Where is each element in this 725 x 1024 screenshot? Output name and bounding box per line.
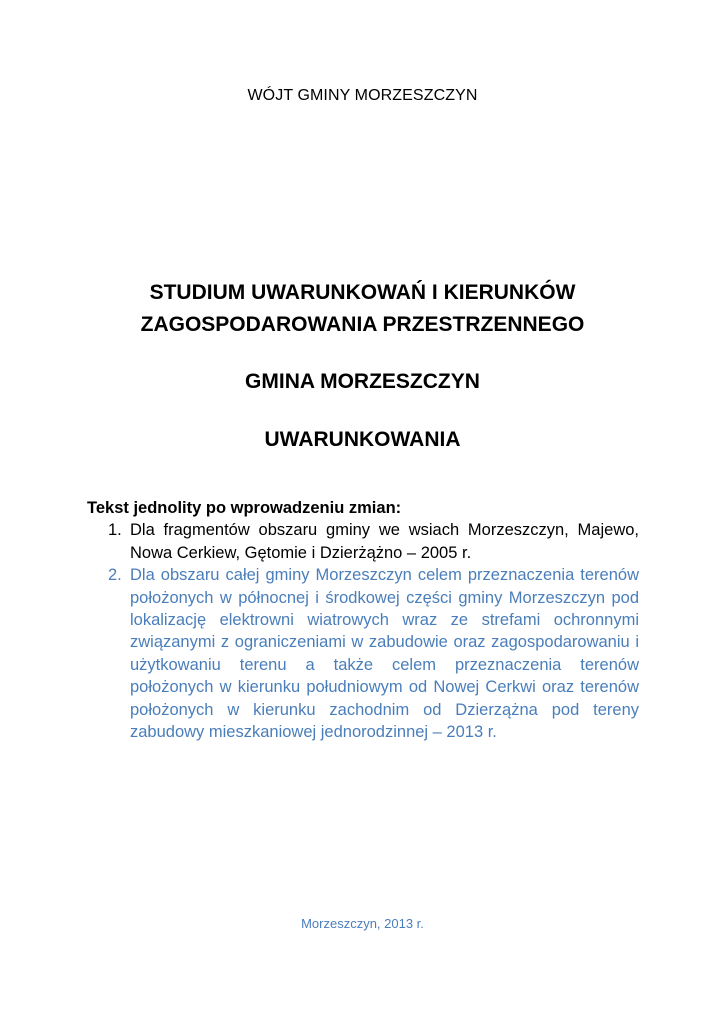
amendments-heading: Tekst jednolity po wprowadzeniu zmian: xyxy=(87,499,402,517)
title-line-2: ZAGOSPODAROWANIA PRZESTRZENNEGO xyxy=(140,313,585,336)
place-and-date: Morzeszczyn, 2013 r. xyxy=(301,916,424,931)
title-line-1: STUDIUM UWARUNKOWAŃ I KIERUNKÓW xyxy=(149,281,576,304)
municipality-title: GMINA MORZESZCZYN xyxy=(245,370,480,393)
amendments-list xyxy=(87,519,639,743)
amendment-item-1 xyxy=(87,519,639,564)
part-title: UWARUNKOWANIA xyxy=(264,428,461,451)
amendments-section xyxy=(87,497,639,743)
amendment-text: Dla fragmentów obszaru gminy we wsiach Morzeszczyn, Majewo, Nowa Cerkiew, Gętomie i Dzierżążno – 2005 r. xyxy=(130,521,639,562)
issuer-line: WÓJT GMINY MORZESZCZYN xyxy=(247,87,478,104)
amendment-text: Dla obszaru całej gminy Morzeszczyn celem przeznaczenia terenów położonych w północnej i środkowej części gminy Morzeszczyn pod lokalizację elektrowni wiatrowych wraz ze strefami ochronnymi związanymi z ograniczeniami w zabudowie oraz zagospodarowaniu i użytkowaniu terenu a także celem przeznaczenia terenów położonych w kierunku południowym od Nowej Cerkwi oraz terenów położonych w kierunku zachodnim od Dzierzążna pod tereny zabudowy mieszkaniowej jednorodzinnej – 2013 r. xyxy=(130,566,639,742)
amendment-number: 1. xyxy=(108,521,122,540)
amendment-number: 2. xyxy=(108,566,122,585)
document-title xyxy=(0,277,725,341)
amendment-item-2 xyxy=(87,564,639,743)
